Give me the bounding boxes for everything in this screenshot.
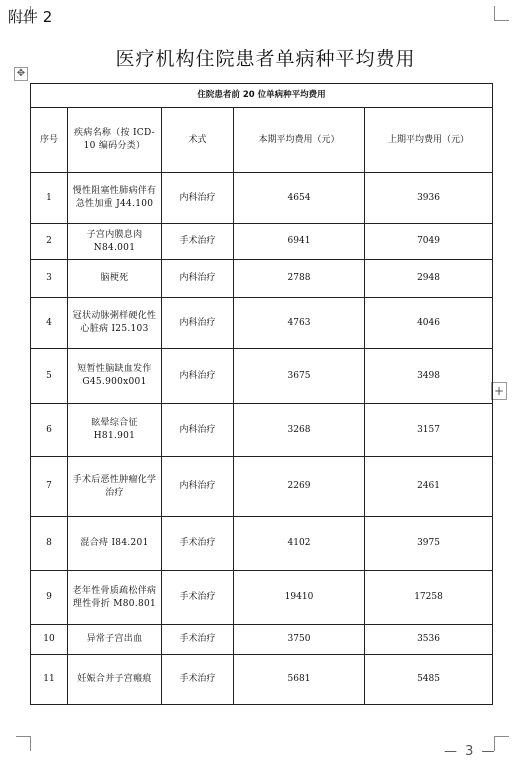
row-current-cost: 3750 bbox=[234, 625, 365, 655]
row-index: 8 bbox=[31, 517, 68, 571]
row-previous-cost: 2461 bbox=[365, 457, 493, 517]
row-previous-cost: 3936 bbox=[365, 173, 493, 224]
header-procedure: 术式 bbox=[162, 108, 234, 173]
row-current-cost: 4763 bbox=[234, 298, 365, 349]
row-current-cost: 2269 bbox=[234, 457, 365, 517]
row-disease: 子宫内膜息肉 N84.001 bbox=[68, 224, 162, 260]
row-disease: 异常子宫出血 bbox=[68, 625, 162, 655]
row-current-cost: 3268 bbox=[234, 404, 365, 457]
cost-table bbox=[30, 83, 493, 705]
row-disease: 混合痔 I84.201 bbox=[68, 517, 162, 571]
row-index: 1 bbox=[31, 173, 68, 224]
row-procedure: 手术治疗 bbox=[162, 655, 234, 705]
document-title: 医疗机构住院患者单病种平均费用 bbox=[115, 48, 416, 70]
row-current-cost: 4654 bbox=[234, 173, 365, 224]
table-row bbox=[31, 625, 493, 655]
header-current-cost: 本期平均费用（元） bbox=[234, 108, 365, 173]
header-index: 序号 bbox=[31, 108, 68, 173]
row-disease: 冠状动脉粥样硬化性心脏病 I25.103 bbox=[68, 298, 162, 349]
row-current-cost: 6941 bbox=[234, 224, 365, 260]
row-current-cost: 19410 bbox=[234, 571, 365, 625]
row-procedure: 内科治疗 bbox=[162, 260, 234, 298]
row-previous-cost: 3975 bbox=[365, 517, 493, 571]
row-index: 2 bbox=[31, 224, 68, 260]
table-row bbox=[31, 404, 493, 457]
table-row bbox=[31, 571, 493, 625]
row-procedure: 手术治疗 bbox=[162, 571, 234, 625]
row-disease: 眩晕综合征 H81.901 bbox=[68, 404, 162, 457]
row-disease: 妊娠合并子宫瘢痕 bbox=[68, 655, 162, 705]
table-row bbox=[31, 224, 493, 260]
row-procedure: 手术治疗 bbox=[162, 625, 234, 655]
row-index: 9 bbox=[31, 571, 68, 625]
table-header-row bbox=[31, 108, 493, 173]
row-index: 4 bbox=[31, 298, 68, 349]
row-procedure: 内科治疗 bbox=[162, 349, 234, 404]
attachment-label: 附件 2 bbox=[8, 8, 53, 26]
row-previous-cost: 3536 bbox=[365, 625, 493, 655]
table-row bbox=[31, 298, 493, 349]
row-disease: 手术后恶性肿瘤化学治疗 bbox=[68, 457, 162, 517]
table-row bbox=[31, 517, 493, 571]
row-procedure: 内科治疗 bbox=[162, 404, 234, 457]
row-procedure: 手术治疗 bbox=[162, 224, 234, 260]
move-cross-icon: ✥ bbox=[16, 68, 26, 79]
row-current-cost: 5681 bbox=[234, 655, 365, 705]
row-index: 5 bbox=[31, 349, 68, 404]
table-row bbox=[31, 173, 493, 224]
table-move-handle[interactable] bbox=[14, 67, 28, 81]
row-previous-cost: 5485 bbox=[365, 655, 493, 705]
row-disease: 短暂性脑缺血发作 G45.900x001 bbox=[68, 349, 162, 404]
row-current-cost: 2788 bbox=[234, 260, 365, 298]
page-number: — 3 — bbox=[444, 744, 497, 759]
row-procedure: 内科治疗 bbox=[162, 173, 234, 224]
row-previous-cost: 3498 bbox=[365, 349, 493, 404]
row-previous-cost: 17258 bbox=[365, 571, 493, 625]
row-current-cost: 4102 bbox=[234, 517, 365, 571]
table-row bbox=[31, 655, 493, 705]
table-row bbox=[31, 260, 493, 298]
row-index: 3 bbox=[31, 260, 68, 298]
row-index: 6 bbox=[31, 404, 68, 457]
row-procedure: 内科治疗 bbox=[162, 298, 234, 349]
header-previous-cost: 上期平均费用（元） bbox=[365, 108, 493, 173]
table-row bbox=[31, 349, 493, 404]
table-row bbox=[31, 457, 493, 517]
header-disease: 疾病名称（按 ICD-10 编码分类） bbox=[68, 108, 162, 173]
table-add-handle[interactable] bbox=[491, 382, 507, 400]
row-current-cost: 3675 bbox=[234, 349, 365, 404]
row-disease: 老年性骨质疏松伴病理性骨折 M80.801 bbox=[68, 571, 162, 625]
row-disease: 慢性阻塞性肺病伴有急性加重 J44.100 bbox=[68, 173, 162, 224]
crop-mark-top-right bbox=[494, 6, 509, 21]
row-previous-cost: 4046 bbox=[365, 298, 493, 349]
row-index: 11 bbox=[31, 655, 68, 705]
row-disease: 脑梗死 bbox=[68, 260, 162, 298]
crop-mark-bottom-left bbox=[16, 736, 31, 751]
table-caption: 住院患者前 20 位单病种平均费用 bbox=[31, 84, 493, 108]
row-procedure: 内科治疗 bbox=[162, 457, 234, 517]
row-index: 7 bbox=[31, 457, 68, 517]
row-previous-cost: 2948 bbox=[365, 260, 493, 298]
add-column-icon: + bbox=[493, 384, 505, 398]
row-previous-cost: 7049 bbox=[365, 224, 493, 260]
row-index: 10 bbox=[31, 625, 68, 655]
row-previous-cost: 3157 bbox=[365, 404, 493, 457]
row-procedure: 手术治疗 bbox=[162, 517, 234, 571]
